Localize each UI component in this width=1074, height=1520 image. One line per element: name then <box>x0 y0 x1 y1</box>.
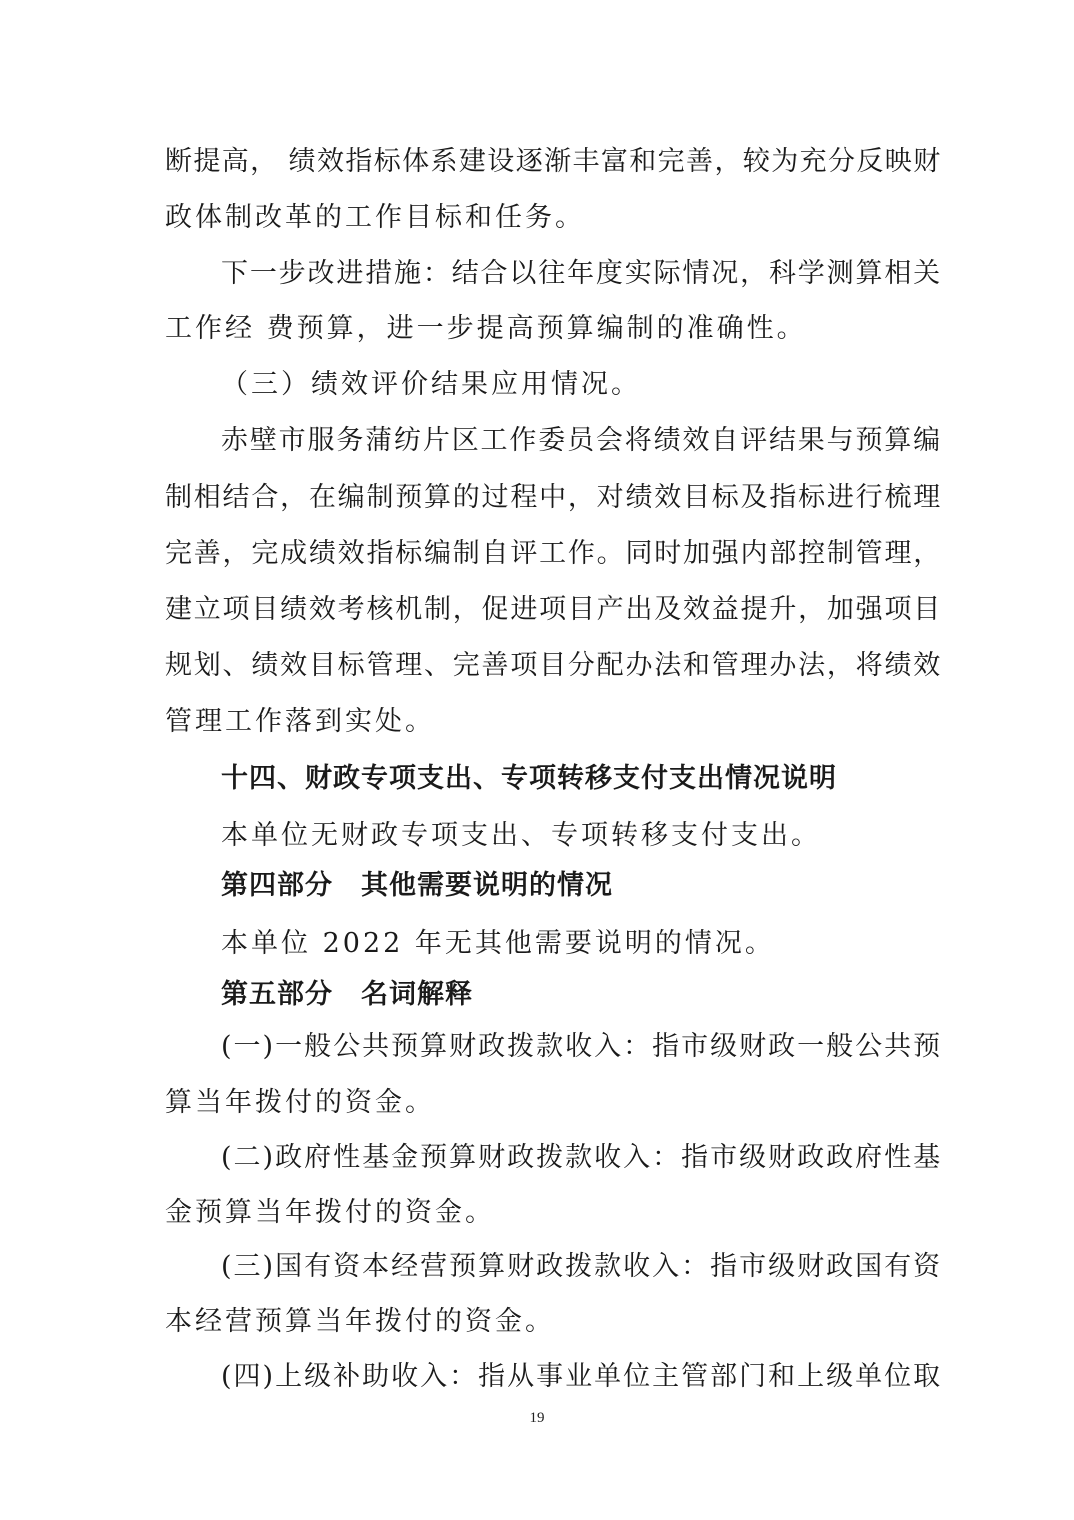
paragraph-line: 制相结合，在编制预算的过程中，对绩效目标及指标进行梳理 <box>165 482 942 513</box>
paragraph-line: 断提高， 绩效指标体系建设逐渐丰富和完善，较为充分反映财 <box>165 146 942 177</box>
part-heading: 第五部分 名词解释 <box>221 979 473 1010</box>
subsection-title: （三）绩效评价结果应用情况。 <box>221 369 641 400</box>
definition-line: (一)一般公共预算财政拨款收入：指市级财政一般公共预 <box>221 1031 943 1062</box>
paragraph-line: 工作经 费预算，进一步提高预算编制的准确性。 <box>165 313 807 344</box>
definition-line: 算当年拨付的资金。 <box>165 1087 435 1118</box>
paragraph-line: 下一步改进措施：结合以往年度实际情况，科学测算相关 <box>221 258 942 289</box>
paragraph-line: 本单位无财政专项支出、专项转移支付支出。 <box>221 820 821 851</box>
paragraph-line: 政体制改革的工作目标和任务。 <box>165 202 585 233</box>
paragraph-line: 赤壁市服务蒲纺片区工作委员会将绩效自评结果与预算编 <box>221 425 942 456</box>
part-heading: 第四部分 其他需要说明的情况 <box>221 870 613 901</box>
paragraph-line: 本单位 2022 年无其他需要说明的情况。 <box>221 928 775 959</box>
paragraph-line: 建立项目绩效考核机制，促进项目产出及效益提升，加强项目 <box>165 594 942 625</box>
definition-line: 金预算当年拨付的资金。 <box>165 1197 495 1228</box>
paragraph-line: 完善，完成绩效指标编制自评工作。同时加强内部控制管理， <box>165 538 942 569</box>
paragraph-line: 规划、绩效目标管理、完善项目分配办法和管理办法，将绩效 <box>165 650 942 681</box>
definition-line: (三)国有资本经营预算财政拨款收入：指市级财政国有资 <box>221 1251 943 1282</box>
definition-line: 本经营预算当年拨付的资金。 <box>165 1306 555 1337</box>
section-heading: 十四、财政专项支出、专项转移支付支出情况说明 <box>221 763 837 794</box>
page-number: 19 <box>529 1410 545 1426</box>
paragraph-line: 管理工作落到实处。 <box>165 706 435 737</box>
definition-line: (二)政府性基金预算财政拨款收入：指市级财政政府性基 <box>221 1142 943 1173</box>
definition-line: (四)上级补助收入：指从事业单位主管部门和上级单位取 <box>221 1361 943 1392</box>
